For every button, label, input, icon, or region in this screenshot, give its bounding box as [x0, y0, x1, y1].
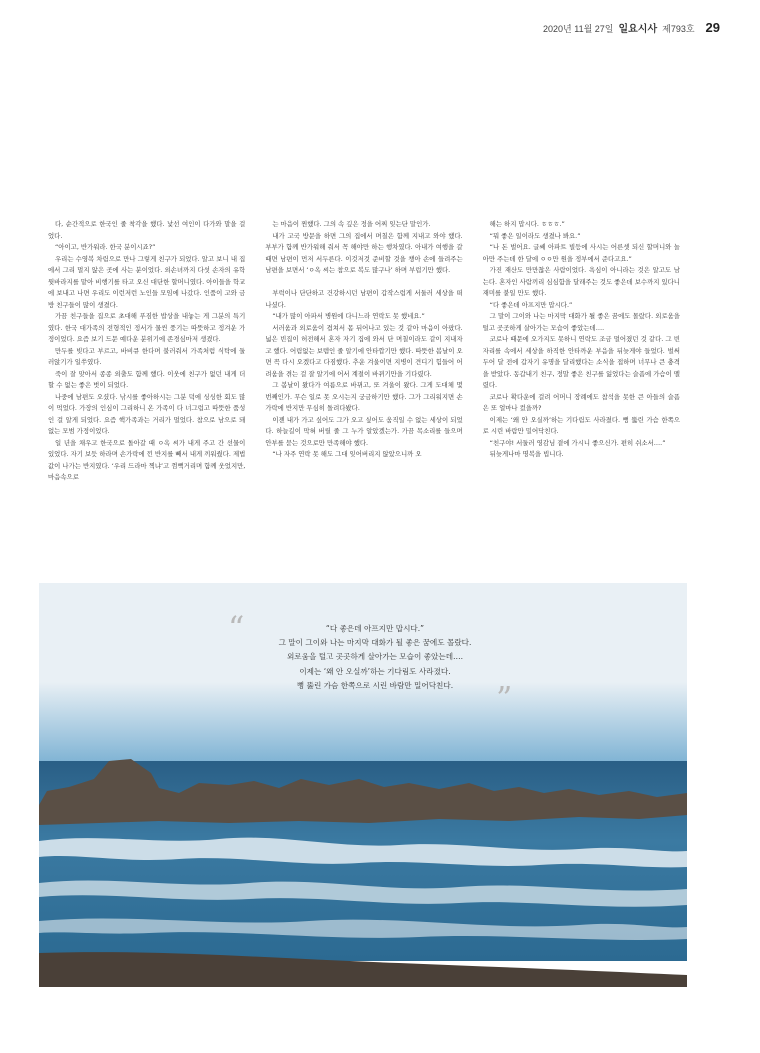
article-column-2: [265, 219, 462, 557]
paragraph: “내가 많이 아파서 병원에 다니느라 연락도 못 했네요.”: [272, 312, 425, 320]
issue-number: 제793호: [662, 24, 695, 34]
paragraph: 코로나 때문에 오가지도 못하니 연락도 조금 멀어졌던 것 같다. 그 빈자리를 속에서 세상을 하직한 안타까운 부음을 뒤늦게야 들었다. 벌써 두어 달 전에 갑자기 유명을 달리했다는 소식을 접하며 너무나 큰 충격을 받았다. 동갑내기 친구, 정말 좋은 친구를 잃었다는 슬픔에 가슴이 멜렸다.: [482, 335, 680, 389]
paragraph: 는 마음이 찐했다. 그의 속 깊은 정을 어찌 잊는단 말인가.: [272, 220, 431, 228]
pull-quote-line: 외로움을 털고 곳곳하게 살아가는 모습이 좋았는데….: [286, 652, 464, 662]
article-column-3: [483, 219, 680, 557]
paragraph: 일 년을 채우고 한국으로 돌아갈 때 ㅇ옥 씨가 내게 주고 간 선물이 있었다. 자기 보듯 하라며 손가락에 낀 반지를 빼서 내게 끼워줬다. 제법 값이 나가는 반지였다. ‘우리 드라마 찍냐’고 껌뻑거리며 함께 웃었지만, 마음속으로: [48, 438, 246, 481]
paragraph: 가끔 친구들을 집으로 초대해 푸짐한 밥상을 내놓는 게 그분의 특기였다. 한국 대가족의 전형적인 정서가 물씬 풍기는 따뜻하고 정겨운 가정이었다. 요즘 보기 드문 예다운 분위기에 존경심마저 생겼다.: [48, 312, 246, 343]
paragraph: 그 말이 그이와 나는 마지막 대화가 될 좋은 꿈에도 몰랐다. 외로움을 털고 곳곳하게 살아가는 모습이 좋았는데….: [482, 312, 680, 332]
pull-quote-line: “다 좋은데 아프지만 맙시다.”: [325, 624, 425, 633]
paragraph: 우리는 수영복 차림으로 만나 그렇게 친구가 되었다. 알고 보니 내 집에서 그리 멀지 않은 곳에 사는 분이었다. 외손녀까지 다섯 손자의 유학 뒷바라지를 맡아 비행기를 타고 오신 대단한 할머니였다. 아이들을 학교에 보내고 나면 우리도 이런저런 노인들 모임에 나갔다. 인품이 고와 금방 친구들이 많이 생겼다.: [48, 254, 246, 309]
paragraph: 가진 재산도 만만찮은 사람이었다. 욕심이 아니라는 것은 알고도 남는다. 혼자인 사람끼리 심심함을 달래주는 것도 좋은데 보수까지 있다니 재미를 붙일 만도 했다.: [482, 266, 680, 297]
paragraph: “나 자주 연락 못 해도 그대 잊어버리지 않았으니까 오: [272, 450, 422, 458]
paragraph: 해는 하지 맙시다. ㅎㅎㅎ.”: [489, 220, 565, 228]
paragraph: “뭐 좋은 일이라도 생겼나 봐요.”: [489, 231, 581, 240]
paragraph: 부럭이나 단단하고 건강하시던 남편이 갑작스럽게 서둘러 세상을 떠나셨다.: [265, 289, 463, 309]
paragraph: 서러움과 외로움이 겹쳐서 몸 뒤어나고 있는 것 같아 마음이 아팠다. 넓은 빈집이 허전해서 혼자 자기 집에 와서 단 며칠이라도 같이 지내자고 했다. 어림없는 보템인 줄 알기에 안타깝기만 했다. 따뜻한 봄날이 오면 꼭 다시 오겠다고 다짐했다. 추운 겨울이면 지병이 견디기 힘들어 어려움을 겪는 걸 잘 알기에 어서 계절이 바뀌기만을 기다렸다.: [265, 323, 463, 378]
paragraph: 그 봄날이 왔다가 여름으로 바뀌고, 또 겨울이 왔다. 그게 도대체 몇 번째인가. 무슨 일로 못 오시는지 궁금하기만 했다. 그가 그리워지면 손가락에 반지만 무심히 돌려다봤다.: [265, 381, 463, 412]
pull-quote-line: 뻥 뚫린 가슴 한쪽으로 시린 바람만 밀어닥친다.: [296, 680, 454, 690]
article-column-1: [48, 219, 245, 557]
paragraph: 다, 순간적으로 한국인 줄 착각을 했다. 낯선 여인이 다가와 말을 걸었다.: [48, 220, 246, 240]
paragraph: “다 좋은데 아프지만 맙시다.”: [489, 300, 573, 309]
paragraph: 이제는 ‘왜 안 오실까’하는 기다림도 사라졌다. 뻥 뚫린 가슴 한쪽으로 시린 바람만 밀어닥친다.: [482, 415, 680, 435]
paragraph: 죽이 잘 맞아서 종종 외출도 함께 했다. 이웃에 친구가 없던 내게 더할 수 없는 좋은 벗이 되었다.: [48, 369, 246, 389]
paragraph: 뒤늦게나마 명복을 빕니다.: [489, 450, 564, 458]
page-header: [543, 20, 720, 36]
close-quote-mark: ”: [496, 679, 513, 717]
paragraph: “친구야! 서둘러 영감님 곁에 가시니 좋으신가. 편히 쉬소서….”: [489, 438, 666, 447]
pull-quote: [230, 622, 520, 693]
article-body: [48, 219, 680, 557]
paragraph: 이젠 내가 가고 싶어도 그가 오고 싶어도 움직일 수 없는 세상이 되었다. 하늘길이 막혀 버릴 줄 그 누가 알았겠는가. 가끔 목소리를 들으며 안부를 묻는 것으로만 만족해야 했다.: [265, 415, 463, 447]
issue-date: 2020년 11월 27일: [543, 24, 614, 34]
paragraph-gap: [265, 277, 462, 289]
paragraph: 코로나 확다운에 걸려 어머니 장례에도 참석을 못한 큰 아들의 슬픔은 또 얼마나 컸을까?: [482, 392, 680, 412]
open-quote-mark: “: [228, 609, 245, 647]
paragraph: “아이고, 반가워라. 한국 분이시죠?”: [55, 243, 156, 251]
paragraph: 만두를 빚다고 부르고, 바비큐 한다며 불러줘서 가족처럼 식탁에 둘러앉기가 일쑤였다.: [48, 346, 246, 366]
page-number: 29: [705, 20, 720, 35]
paragraph: 나중에 남편도 오셨다. 낚시를 좋아하시는 그분 덕에 싱싱한 회도 많이 먹었다. 가장의 인심이 그리하니 온 가족이 다 너그럽고 따뜻한 품성인 걸 알게 되었다. 요즘 핵가족과는 거리가 멀었다. 참으로 남으로 돼 없는 모범 가정이었다.: [48, 392, 246, 435]
publication-name: 일요시사: [618, 24, 658, 35]
pull-quote-line: 그 말이 그이와 나는 마지막 대화가 될 좋은 꿈에도 몰랐다.: [278, 638, 472, 648]
pull-quote-line: 이제는 ‘왜 안 오실까’하는 기다림도 사라졌다.: [299, 666, 451, 676]
paragraph: “나 돈 벌어요. 글쎄 아파트 빌등에 사시는 어른셋 되신 할머니와 놀아만 주는데 한 달에 ㅇㅇ만 원을 정부에서 준다고요.”: [482, 243, 680, 263]
paragraph: 내가 고국 방문을 하면 그의 집에서 며칠은 함께 지내고 와야 했다. 부부가 함께 반가워해 줘서 꼭 해야만 하는 행차였다. 아내가 여행을 갈 때면 남편이 먼저 서두른다. 이것저것 준비할 것을 챙아 손에 들려주는 남편을 보면서 ‘ㅇ옥 씨는 참으로 복도 많구나’ 하며 부럽기만 했다.: [265, 231, 463, 274]
